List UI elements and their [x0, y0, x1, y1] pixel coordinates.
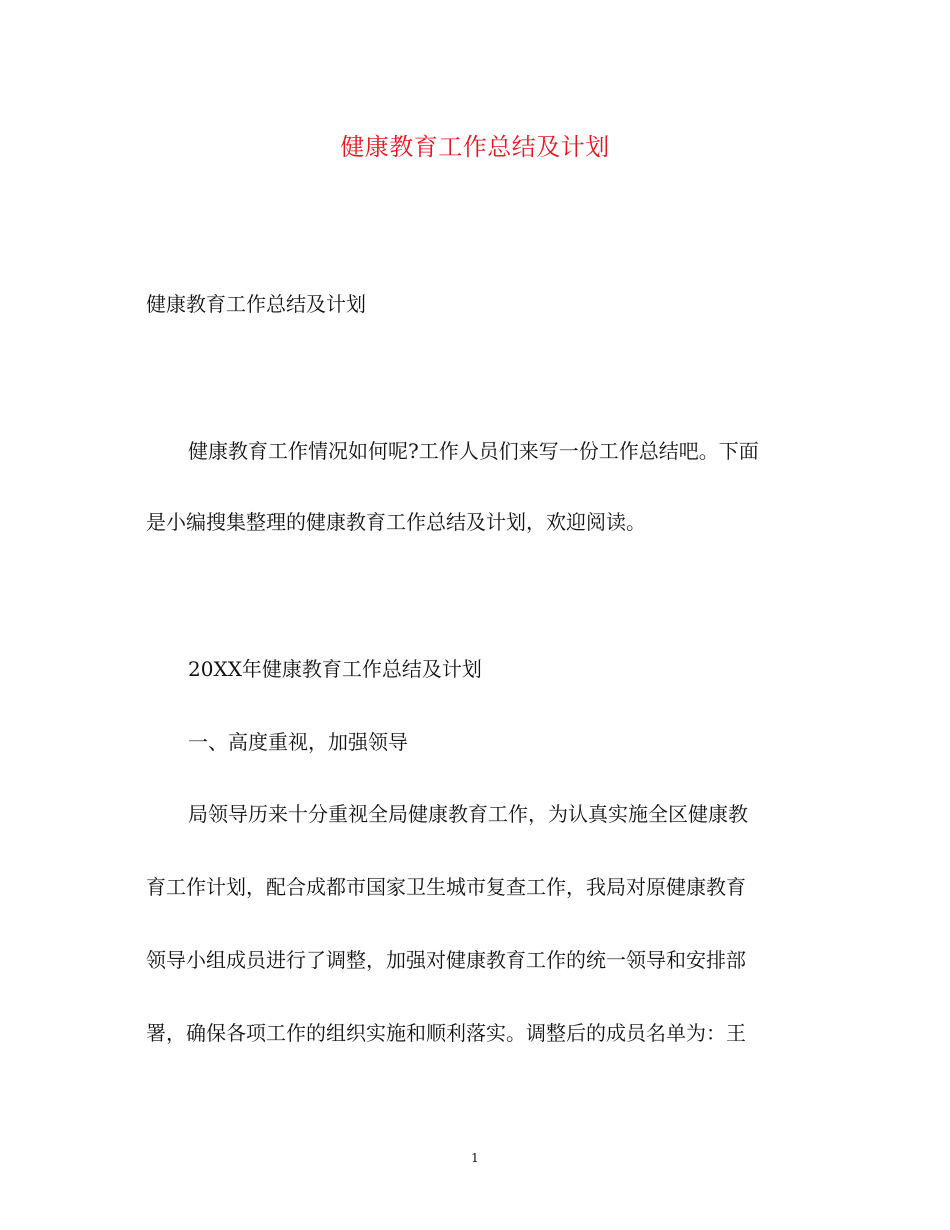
document-title: 健康教育工作总结及计划	[340, 133, 610, 161]
intro-paragraph-line: 健康教育工作情况如何呢?工作人员们来写一份工作总结吧。下面	[188, 439, 759, 463]
subsection-heading: 一、高度重视，加强领导	[188, 730, 408, 754]
body-paragraph-line: 署，确保各项工作的组织实施和顺利落实。调整后的成员名单为：王	[146, 1021, 746, 1045]
section-heading: 20XX年健康教育工作总结及计划	[188, 657, 482, 681]
body-paragraph-line: 育工作计划，配合成都市国家卫生城市复查工作，我局对原健康教育	[146, 875, 746, 899]
body-paragraph-line: 领导小组成员进行了调整，加强对健康教育工作的统一领导和安排部	[146, 948, 746, 972]
body-paragraph-line: 局领导历来十分重视全局健康教育工作，为认真实施全区健康教	[188, 802, 748, 826]
document-subtitle: 健康教育工作总结及计划	[146, 292, 366, 316]
intro-paragraph-line: 是小编搜集整理的健康教育工作总结及计划，欢迎阅读。	[146, 510, 646, 534]
page-number: 1	[471, 1151, 479, 1165]
